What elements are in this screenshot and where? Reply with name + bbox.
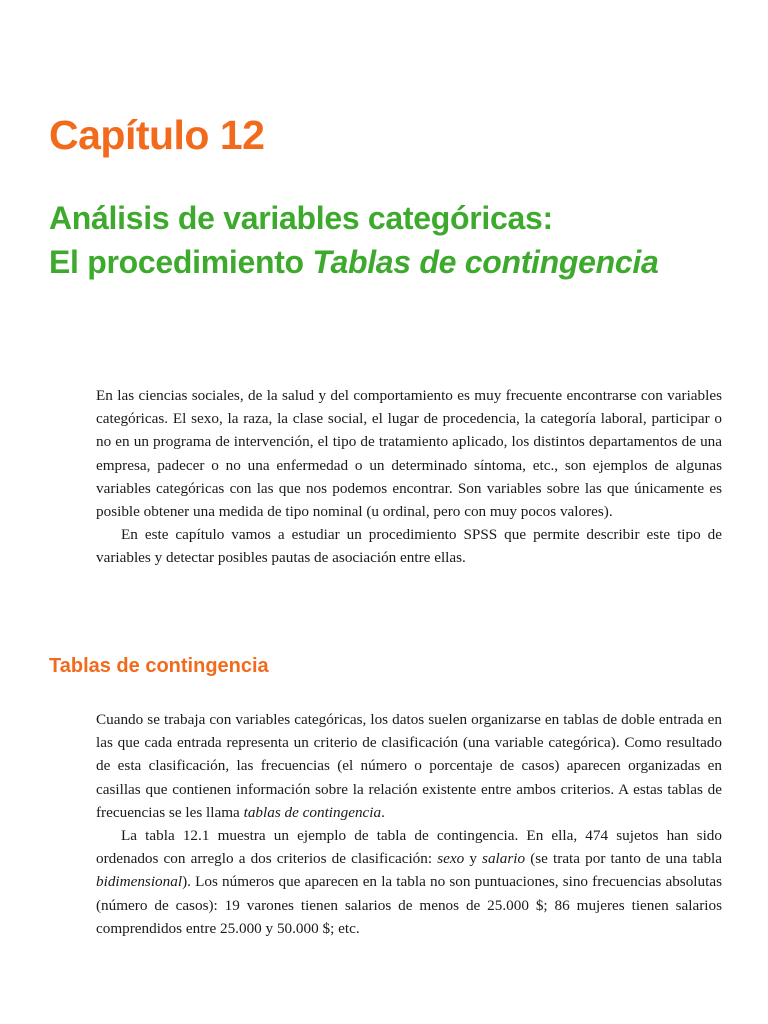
section-p1-italic: tablas de contingencia [243,803,382,821]
chapter-title-line2 [49,240,658,284]
section-paragraph-1 [96,708,722,824]
section-p1-end: . [381,803,385,821]
section-p2-a: La tabla 12.1 muestra un ejemplo de tabla de contingencia. En ella, 474 sujetos han sido ordenados con arreglo a dos criterios de clasificación: [96,827,722,868]
intro-paragraph-2: En este capítulo vamos a estudiar un procedimiento SPSS que permite describir este tipo de variables y detectar posibles pautas de asociación entre ellas. [96,526,722,567]
section-heading: Tablas de contingencia [49,655,269,677]
chapter-label: Capítulo 12 [49,112,265,158]
chapter-title [49,196,658,284]
intro-text [96,384,722,570]
section-text [96,708,722,940]
section-p2-b: y [464,850,483,868]
section-p2-c: (se trata por tanto de una tabla [525,850,723,868]
section-paragraph-2 [96,824,722,940]
section-p2-salario: salario [482,850,526,868]
section-p2-sexo: sexo [437,850,465,868]
chapter-title-line2-prefix: El procedimiento [49,244,313,280]
chapter-title-line1: Análisis de variables categóricas: [49,200,553,236]
section-p1-text: Cuando se trabaja con variables categóricas, los datos suelen organizarse en tablas de doble entrada en las que cada entrada representa un criterio de clasificación (una variable categórica). Como resultado de esta clasificación, las frecuencias (el número o porcentaje de casos) aparecen organizadas en casillas que contienen información sobre la relación existente entre ambos criterios. A estas tablas de frecuencias se les llama [96,711,722,821]
section-p2-bidimensional: bidimensional [96,873,183,891]
intro-paragraph-1: En las ciencias sociales, de la salud y del comportamiento es muy frecuente encontrarse con variables categóricas. El sexo, la raza, la clase social, el lugar de procedencia, la categoría laboral, participar o no en un programa de intervención, el tipo de tratamiento aplicado, los distintos departamentos de una empresa, padecer o no una enfermedad o un determinado síntoma, etc., son ejemplos de algunas variables categóricas con las que nos podemos encontrar. Son variables sobre las que únicamente es posible obtener una medida de tipo nominal (u ordinal, pero con muy pocos valores). [96,387,722,521]
section-p2-d: ). Los números que aparecen en la tabla no son puntuaciones, sino frecuencias absolutas (número de casos): 19 varones tienen salarios de menos de 25.000 $; 86 mujeres tienen salarios comprendidos entre 25.000 y 50.000 $; etc. [96,873,722,937]
chapter-title-line2-italic: Tablas de contingencia [312,244,659,280]
